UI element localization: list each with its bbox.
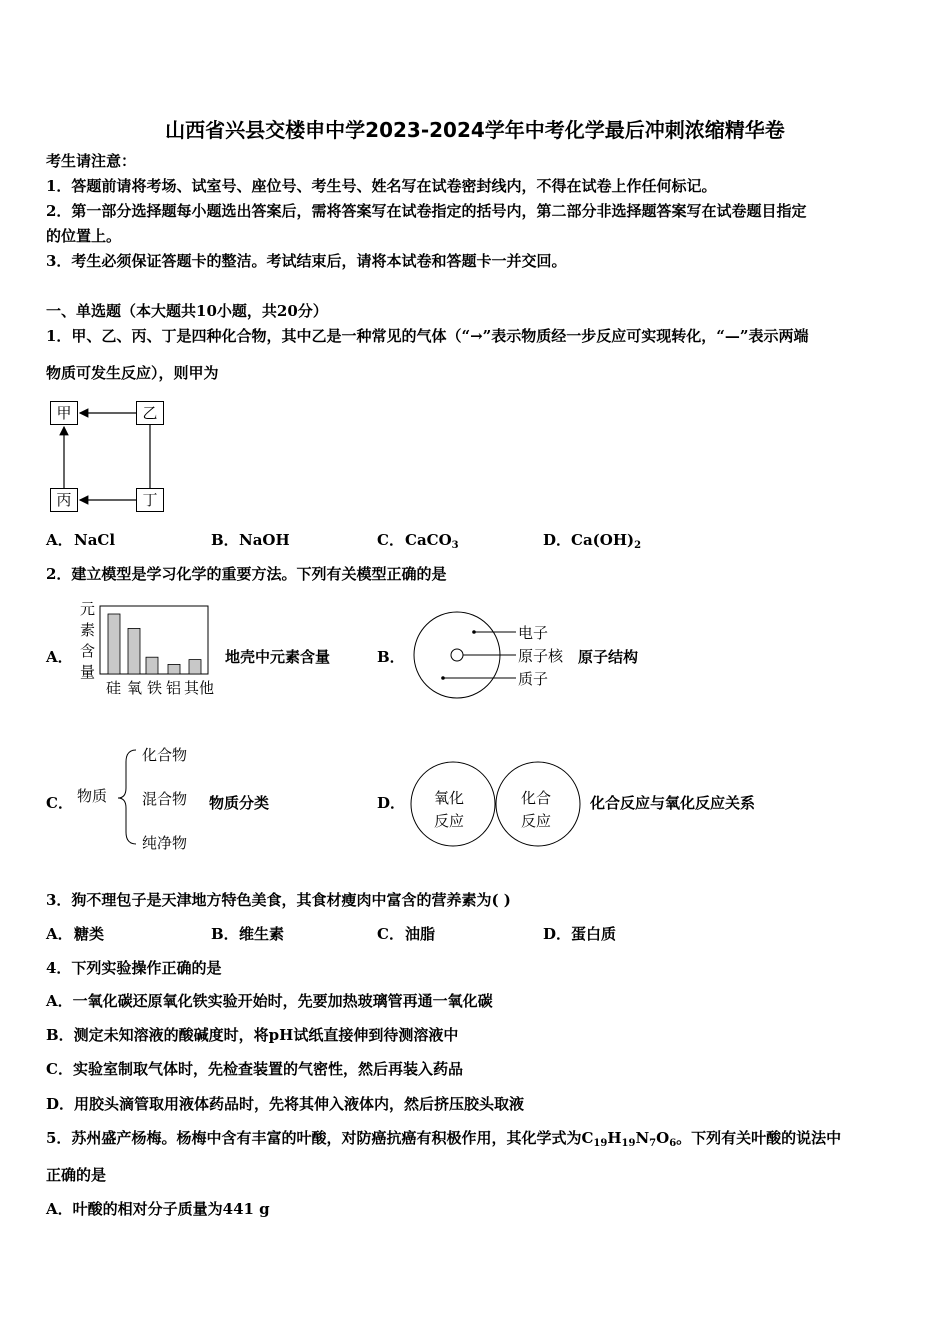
x-tick-label: 铝 [166, 679, 182, 697]
q5-stem: 5．苏州盛产杨梅。杨梅中含有丰富的叶酸，对防癌抗癌有积极作用，其化学式为$C_{19}H_{19}N_7O_6$。下列有关叶酸的说法中 [46, 1129, 842, 1149]
q3-option: 糖类 [74, 925, 105, 943]
q4-option: D．用胶头滴管取用液体药品时，先将其伸入液体内，然后挤压胶头取液 [46, 1095, 525, 1113]
label-electron: 电子 [518, 624, 549, 642]
folic-acid-formula: $C_{19}H_{19}N_7O_6$ [581, 1129, 677, 1149]
q3-option: 维生素 [239, 925, 285, 943]
notice-heading: 考生请注意： [46, 152, 137, 170]
q1-option-c: CaCO$_3$ [405, 531, 459, 551]
x-tick-label: 铁 [147, 679, 163, 697]
q2-stem: 2．建立模型是学习化学的重要方法。下列有关模型正确的是 [46, 565, 447, 583]
venn-right-label: 反应 [521, 812, 552, 830]
brace [118, 750, 136, 844]
q5-stem-cont: 正确的是 [46, 1166, 107, 1184]
branch-label: 混合物 [142, 790, 188, 808]
q2-d-venn [410, 760, 590, 850]
q2-c-classification [74, 740, 214, 860]
ylabel-char: 量 [80, 663, 96, 681]
bar-2 [146, 657, 158, 674]
q3-option: 蛋白质 [571, 925, 617, 943]
section-heading: 一、单选题（本大题共10小题，共20分） [46, 302, 328, 320]
ylabel-char: 含 [80, 642, 96, 660]
q2-b-atom-diagram [412, 612, 582, 702]
q1-option-d-letter: D． [543, 531, 572, 549]
box-yi: 乙 [136, 401, 164, 425]
q4-option: C．实验室制取气体时，先检查装置的气密性，然后再装入药品 [46, 1060, 463, 1078]
root-label: 物质 [77, 787, 108, 805]
q2-d-caption: 化合反应与氧化反应关系 [590, 794, 756, 812]
q1-option-b: NaOH [239, 531, 290, 549]
q2-a-letter: A． [46, 648, 73, 666]
x-tick-label: 硅 [106, 679, 122, 697]
bar-1 [128, 628, 140, 674]
q5-option-a: A．叶酸的相对分子质量为441 g [46, 1200, 270, 1218]
venn-left-label: 氧化 [434, 789, 465, 807]
q4-option: B．测定未知溶液的酸碱度时，将pH试纸直接伸到待测溶液中 [46, 1026, 459, 1044]
q3-option-letter: D． [543, 925, 572, 943]
label-nucleus: 原子核 [518, 647, 564, 665]
q4-option: A．一氧化碳还原氧化铁实验开始时，先要加热玻璃管再通一氧化碳 [46, 992, 493, 1010]
x-tick-label: 其他 [184, 679, 215, 697]
q1-stem-cont: 物质可发生反应），则甲为 [46, 364, 219, 382]
q1-stem: 1．甲、乙、丙、丁是四种化合物，其中乙是一种常见的气体（“→”表示物质经一步反应可实现转化，“—”表示两端 [46, 327, 809, 345]
box-bing: 丙 [50, 488, 78, 512]
x-tick-label: 氧 [127, 679, 143, 697]
q1-option-c-letter: C． [377, 531, 404, 549]
q4-stem: 4．下列实验操作正确的是 [46, 959, 222, 977]
q2-c-letter: C． [46, 794, 73, 812]
q2-c-caption: 物质分类 [209, 794, 270, 812]
q3-option-letter: B． [211, 925, 239, 943]
box-jia: 甲 [50, 401, 78, 425]
ylabel-char: 元 [80, 600, 96, 618]
q1-option-a: NaCl [74, 531, 116, 549]
q1-option-b-letter: B． [211, 531, 239, 549]
branch-label: 化合物 [142, 746, 188, 764]
ylabel-char: 素 [80, 621, 96, 639]
box-ding: 丁 [136, 488, 164, 512]
bar-4 [189, 660, 201, 674]
venn-left-label: 反应 [434, 812, 465, 830]
notice-item: 2．第一部分选择题每小题选出答案后，需将答案写在试卷指定的括号内，第二部分非选择题答案写在试卷题目指定 [46, 202, 807, 220]
q2-b-caption: 原子结构 [578, 648, 639, 666]
q1-option-d: $Ca(OH)_2$ [571, 531, 642, 551]
notice-item: 3．考生必须保证答题卡的整洁。考试结束后，请将本试卷和答题卡一并交回。 [46, 252, 567, 270]
q2-b-letter: B． [377, 648, 405, 666]
bar-3 [168, 664, 180, 674]
q2-a-bar-chart [74, 598, 224, 698]
bar-0 [108, 614, 120, 674]
q3-option: 油脂 [405, 925, 436, 943]
q1-option-a-letter: A． [46, 531, 73, 549]
q3-stem: 3．狗不理包子是天津地方特色美食，其食材瘦肉中富含的营养素为( ) [46, 891, 511, 909]
notice-item: 的位置上。 [46, 227, 122, 245]
q3-option-letter: A． [46, 925, 73, 943]
notice-item: 1．答题前请将考场、试室号、座位号、考生号、姓名写在试卷密封线内，不得在试卷上作任何标记。 [46, 177, 717, 195]
q2-d-letter: D． [377, 794, 406, 812]
page-title: 山西省兴县交楼申中学2023-2024学年中考化学最后冲刺浓缩精华卷 [165, 118, 785, 142]
branch-label: 纯净物 [142, 834, 188, 852]
q2-a-caption: 地壳中元素含量 [225, 648, 331, 666]
nucleus-circle [451, 649, 463, 661]
venn-right-label: 化合 [521, 789, 552, 807]
q3-option-letter: C． [377, 925, 404, 943]
label-proton: 质子 [518, 670, 549, 688]
